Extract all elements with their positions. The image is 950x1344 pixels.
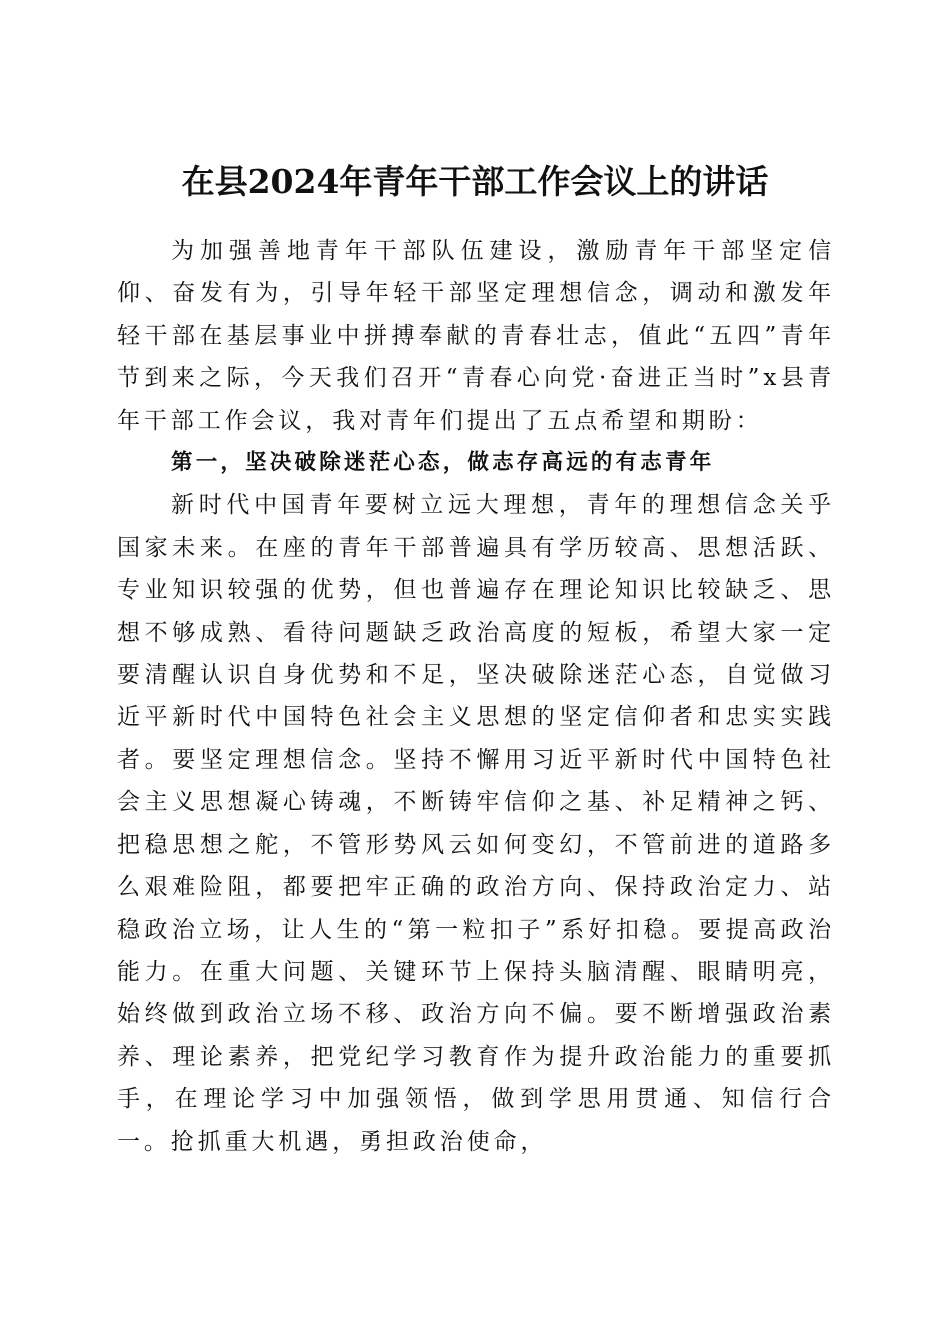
document-title: 在县2024年青年干部工作会议上的讲话 xyxy=(181,162,769,202)
section-heading-first: 第一，坚决破除迷茫心态，做志存高远的有志青年 xyxy=(171,450,715,476)
intro-paragraph: 为加强善地青年干部队伍建设，激励青年干部坚定信仰、奋发有为，引导年轻干部坚定理想信念，调动和激发年轻干部在基层事业中拼搏奉献的青春壮志，值此“五四”青年节到来之际，今天我们召开“青春心向党·奋进正当时”x县青年干部工作会议，我对青年们提出了五点希望和期盼： xyxy=(117,238,835,434)
document-body xyxy=(117,230,835,1163)
section-first-paragraph: 新时代中国青年要树立远大理想，青年的理想信念关乎国家未来。在座的青年干部普遍具有学历较高、思想活跃、专业知识较强的优势，但也普遍存在理论知识比较缺乏、思想不够成熟、看待问题缺乏政治高度的短板，希望大家一定要清醒认识自身优势和不足，坚决破除迷茫心态，自觉做习近平新时代中国特色社会主义思想的坚定信仰者和忠实实践者。要坚定理想信念。坚持不懈用习近平新时代中国特色社会主义思想凝心铸魂，不断铸牢信仰之基、补足精神之钙、把稳思想之舵，不管形势风云如何变幻，不管前进的道路多么艰难险阻，都要把牢正确的政治方向、保持政治定力、站稳政治立场，让人生的“第一粒扣子”系好扣稳。要提高政治能力。在重大问题、关键环节上保持头脑清醒、眼睛明亮，始终做到政治立场不移、政治方向不偏。要不断增强政治素养、理论素养，把党纪学习教育作为提升政治能力的重要抓手，在理论学习中加强领悟，做到学思用贯通、知信行合一。抢抓重大机遇，勇担政治使命， xyxy=(117,492,835,1155)
